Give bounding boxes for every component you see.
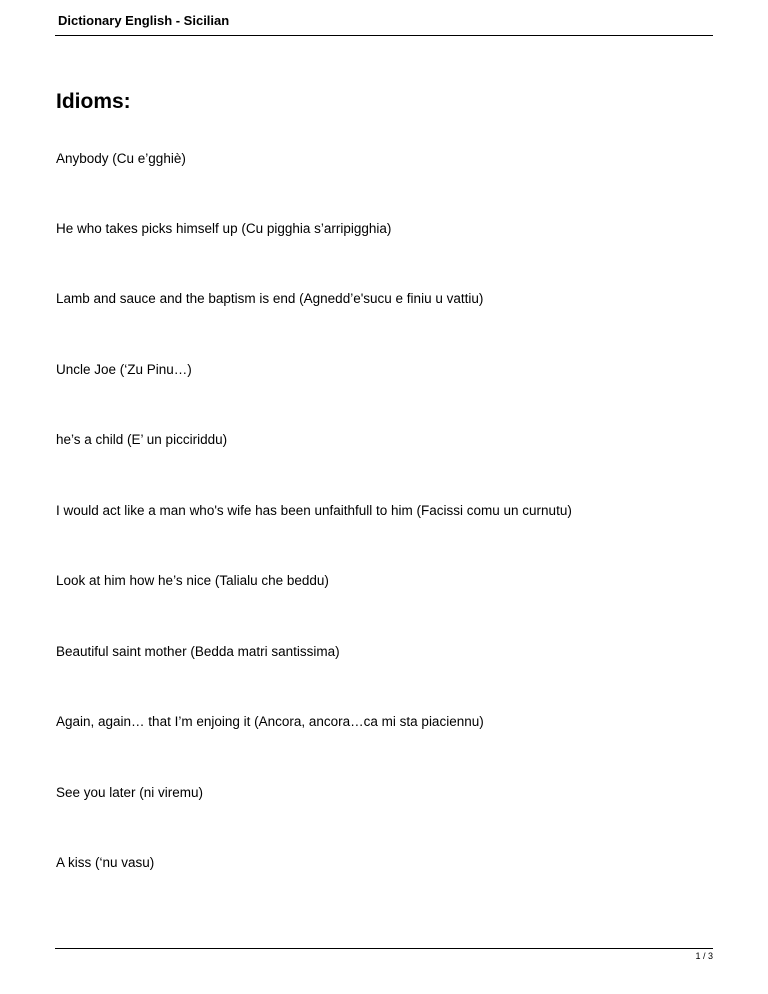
idiom-line: He who takes picks himself up (Cu pigghia s’arripigghia): [56, 221, 392, 236]
page-header: [55, 13, 713, 36]
idiom-line: he’s a child (E’ un picciriddu): [56, 432, 228, 447]
document-title: Dictionary English - Sicilian: [58, 13, 230, 28]
idiom-line: I would act like a man who's wife has been unfaithfull to him (Facissi comu un curnutu): [56, 503, 572, 518]
idiom-line: See you later (ni viremu): [56, 785, 204, 800]
idiom-line: Uncle Joe (‘Zu Pinu…): [56, 362, 192, 377]
idiom-line: Again, again… that I’m enjoing it (Ancora, ancora…ca mi sta piaciennu): [56, 714, 484, 729]
idiom-line: Beautiful saint mother (Bedda matri santissima): [56, 644, 340, 659]
idiom-line: Lamb and sauce and the baptism is end (Agnedd’e'sucu e finiu u vattiu): [56, 291, 484, 306]
idiom-line: A kiss (‘nu vasu): [56, 855, 155, 870]
page-footer: [55, 948, 713, 969]
section-heading: Idioms:: [56, 90, 131, 113]
idiom-line: Anybody (Cu e’gghiè): [56, 151, 186, 166]
idiom-line: Look at him how he’s nice (Talialu che beddu): [56, 573, 329, 588]
page-number: 1 / 3: [695, 951, 713, 961]
